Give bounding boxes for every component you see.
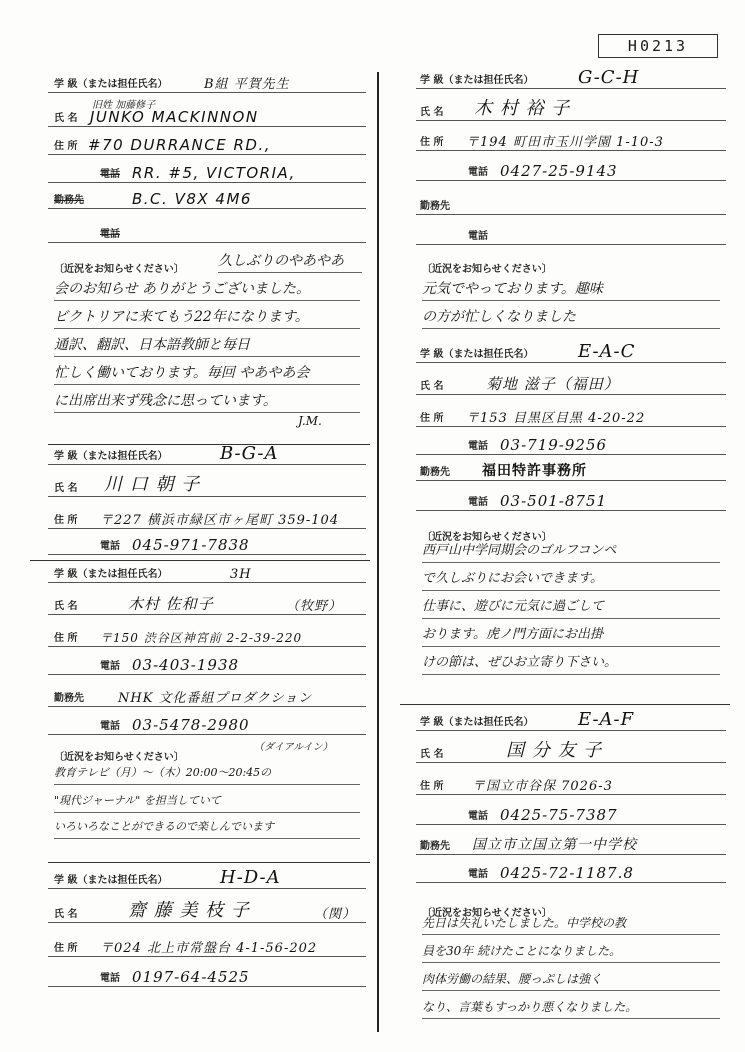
maiden-name-note: 旧姓 加藤修子 — [92, 100, 156, 111]
news-line-4: おります。虎ノ門方面にお出掛 — [422, 624, 720, 647]
card-kikuchi — [416, 336, 726, 698]
name-label: 氏 名 — [54, 909, 78, 920]
name-value: 木村 佐和子 — [128, 595, 214, 613]
work-row — [48, 186, 366, 209]
class-row — [48, 70, 366, 93]
signature: J.M. — [298, 414, 322, 428]
name-value: 木 村 裕 子 — [474, 98, 571, 119]
name-label: 氏 名 — [420, 749, 444, 760]
name-label: 氏 名 — [420, 107, 444, 118]
name-value: 国 分 友 子 — [506, 740, 603, 761]
news-label: 〔近況をお知らせください〕 — [54, 264, 184, 275]
phone-row — [416, 158, 726, 181]
news-line-3: 仕事に、遊びに元気に過ごして — [422, 596, 720, 619]
address-label: 住 所 — [54, 943, 78, 954]
address-label: 住 所 — [420, 413, 444, 424]
news-label: 〔近況をお知らせください〕 — [54, 752, 184, 763]
address-line2-row — [48, 160, 366, 183]
address-label: 住 所 — [420, 137, 444, 148]
address-line3: B.C. V8X 4M6 — [132, 190, 252, 208]
card-kimura-sawako — [48, 552, 366, 852]
news-line-2: "現代ジャーナル" を担当していて — [54, 790, 360, 813]
news-line-6: に出席出来ず残念に思っています。 — [54, 390, 360, 413]
class-row — [416, 66, 726, 89]
news-line-2: の方が忙しくなりました — [422, 306, 720, 329]
work-phone-note: （ダイアルイン） — [254, 742, 333, 753]
address-value: 〒国立市谷保 7026-3 — [472, 779, 613, 794]
address-value: 〒153 目黒区目黒 4-20-22 — [466, 411, 646, 426]
name-label: 氏 名 — [54, 113, 78, 124]
class-value: B-G-A — [220, 443, 279, 464]
class-row — [48, 560, 366, 583]
news-line-2: で久しぶりにお会いできます。 — [422, 568, 720, 591]
class-row — [416, 340, 726, 363]
class-row — [416, 708, 726, 731]
class-label: 学 級（または担任氏名） — [54, 875, 168, 886]
phone-label: 電話 — [100, 661, 120, 672]
work-phone-value: 03-501-8751 — [500, 492, 608, 510]
name-row — [48, 900, 366, 923]
work-phone-value: 03-5478-2980 — [132, 716, 250, 734]
news-line-2: 会のお知らせ ありがとうございました。 — [54, 278, 360, 301]
news-label: 〔近況をお知らせください〕 — [422, 264, 552, 275]
address-value: #70 DURRANCE RD., — [88, 136, 272, 154]
name-label: 氏 名 — [54, 601, 78, 612]
work-phone-label: 電話 — [468, 869, 488, 880]
phone-value: 0427-25-9143 — [500, 162, 618, 180]
class-label: 学 級（または担任氏名） — [420, 349, 534, 360]
address-label: 住 所 — [54, 633, 78, 644]
card-junko-mackinnon — [48, 70, 366, 440]
news-line-1: 久しぶりのやあやあ — [218, 250, 362, 273]
name-row — [48, 592, 366, 615]
news-line-1: 西戸山中学同期会のゴルフコンペ — [422, 540, 720, 563]
news-line-3: ビクトリアに来てもう22年になります。 — [54, 306, 360, 329]
work-phone-row — [48, 712, 366, 735]
phone-value: 0425-75-7387 — [500, 806, 618, 824]
class-label: 学 級（または担任氏名） — [54, 79, 168, 90]
phone-label: 電話 — [100, 973, 120, 984]
address-label: 住 所 — [54, 515, 78, 526]
work-row — [416, 192, 726, 215]
phone-label: 電話 — [468, 167, 488, 178]
name-row — [416, 372, 726, 395]
work-row — [48, 684, 366, 707]
card-kokubu — [416, 704, 726, 1024]
news-line-1: 先日は失礼いたしました。中学校の教 — [422, 912, 720, 935]
card-saito — [48, 862, 366, 992]
phone-label: 電話 — [468, 811, 488, 822]
phone-row — [416, 802, 726, 825]
phone-row — [48, 964, 366, 987]
work-phone-label: 電話 — [468, 497, 488, 508]
news-line-4: 通訳、翻訳、日本語教師と毎日 — [54, 334, 360, 357]
work-label: 勤務先 — [54, 693, 84, 704]
name-value: 菊地 滋子（福田） — [486, 375, 620, 393]
name-value: 川 口 朝 子 — [104, 474, 201, 495]
class-row — [48, 442, 366, 465]
name-value: JUNKO MACKINNON — [90, 108, 259, 126]
work-row — [416, 832, 726, 855]
address-label: 住 所 — [420, 781, 444, 792]
card-kimura-yuko — [416, 66, 726, 336]
address-row — [416, 772, 726, 795]
class-value: G-C-H — [578, 67, 640, 88]
address-line2: RR. #5, VICTORIA, — [132, 164, 296, 182]
work-phone-label: 電話 — [100, 229, 120, 240]
name-note: （関） — [314, 907, 357, 922]
work-label: 勤務先 — [420, 467, 450, 478]
work-row — [416, 458, 726, 481]
name-row — [48, 104, 366, 127]
work-phone-row — [416, 488, 726, 511]
work-phone-row — [416, 222, 726, 245]
class-value: E-A-C — [578, 341, 636, 362]
phone-value: 03-403-1938 — [132, 656, 240, 674]
news-line-1: 教育テレビ（月）～（木）20:00～20:45の — [54, 762, 360, 785]
column-divider — [377, 72, 379, 1032]
class-value: B組 平賀先生 — [204, 77, 290, 92]
address-row — [416, 404, 726, 427]
work-label: 勤務先 — [54, 195, 84, 206]
news-line-2: 員を30年 続けたことになりました。 — [422, 940, 720, 963]
news-line-5: けの節は、ぜひお立寄り下さい。 — [422, 652, 720, 675]
phone-value: 03-719-9256 — [500, 436, 608, 454]
news-line-4: なり、言葉もすっかり悪くなりました。 — [422, 996, 720, 1019]
phone-label: 電話 — [100, 541, 120, 552]
work-value: 国立市立国立第一中学校 — [472, 837, 637, 853]
address-row — [48, 624, 366, 647]
address-row — [48, 506, 366, 529]
news-line-5: 忙しく働いております。毎回 やあやあ会 — [54, 362, 360, 385]
news-label: 〔近況をお知らせください〕 — [422, 908, 552, 919]
phone-value: 045-971-7838 — [132, 536, 250, 554]
address-value: 〒024 北上市常盤台 4-1-56-202 — [100, 941, 318, 956]
address-label: 住 所 — [54, 141, 78, 152]
work-phone-label: 電話 — [468, 231, 488, 242]
name-value: 齋 藤 美 枝 子 — [128, 900, 250, 921]
news-line-3: 肉体労働の結果、腰っぷしは強く — [422, 968, 720, 991]
name-row — [48, 474, 366, 497]
news-line-1: 元気でやっております。趣味 — [422, 278, 720, 301]
work-phone-row — [416, 860, 726, 883]
work-label: 勤務先 — [420, 841, 450, 852]
class-label: 学 級（または担任氏名） — [420, 75, 534, 86]
class-label: 学 級（または担任氏名） — [420, 717, 534, 728]
name-label: 氏 名 — [420, 381, 444, 392]
name-row — [416, 98, 726, 121]
class-value: 3H — [230, 567, 252, 582]
phone-label: 電話 — [100, 169, 120, 180]
class-label: 学 級（または担任氏名） — [54, 569, 168, 580]
work-label: 勤務先 — [420, 201, 450, 212]
work-phone-label: 電話 — [100, 721, 120, 732]
name-row — [416, 740, 726, 763]
class-row — [48, 866, 366, 889]
class-value: E-A-F — [578, 709, 635, 730]
work-value: 福田特許事務所 — [482, 463, 587, 479]
news-label: 〔近況をお知らせください〕 — [422, 532, 552, 543]
work-value: NHK 文化番組プロダクション — [118, 691, 313, 706]
address-value: 〒227 横浜市緑区市ヶ尾町 359-104 — [100, 513, 340, 528]
address-value: 〒150 渋谷区神宮前 2-2-39-220 — [100, 631, 303, 645]
address-row — [48, 132, 366, 155]
work-phone-value: 0425-72-1187.8 — [500, 864, 634, 882]
phone-row — [48, 652, 366, 675]
address-row — [416, 128, 726, 151]
document-id: H0213 — [598, 34, 718, 58]
phone-row — [416, 432, 726, 455]
card-kawaguchi — [48, 432, 366, 554]
news-line-3: いろいろなことができるので楽しんでいます — [54, 816, 360, 839]
address-row — [48, 934, 366, 957]
phone-label: 電話 — [468, 441, 488, 452]
class-value: H-D-A — [220, 867, 281, 888]
name-label: 氏 名 — [54, 483, 78, 494]
address-value: 〒194 町田市玉川学園 1-10-3 — [466, 135, 664, 150]
name-note: （牧野） — [286, 599, 343, 614]
work-phone-row — [48, 220, 366, 243]
phone-value: 0197-64-4525 — [132, 968, 250, 986]
class-label: 学 級（または担任氏名） — [54, 451, 168, 462]
